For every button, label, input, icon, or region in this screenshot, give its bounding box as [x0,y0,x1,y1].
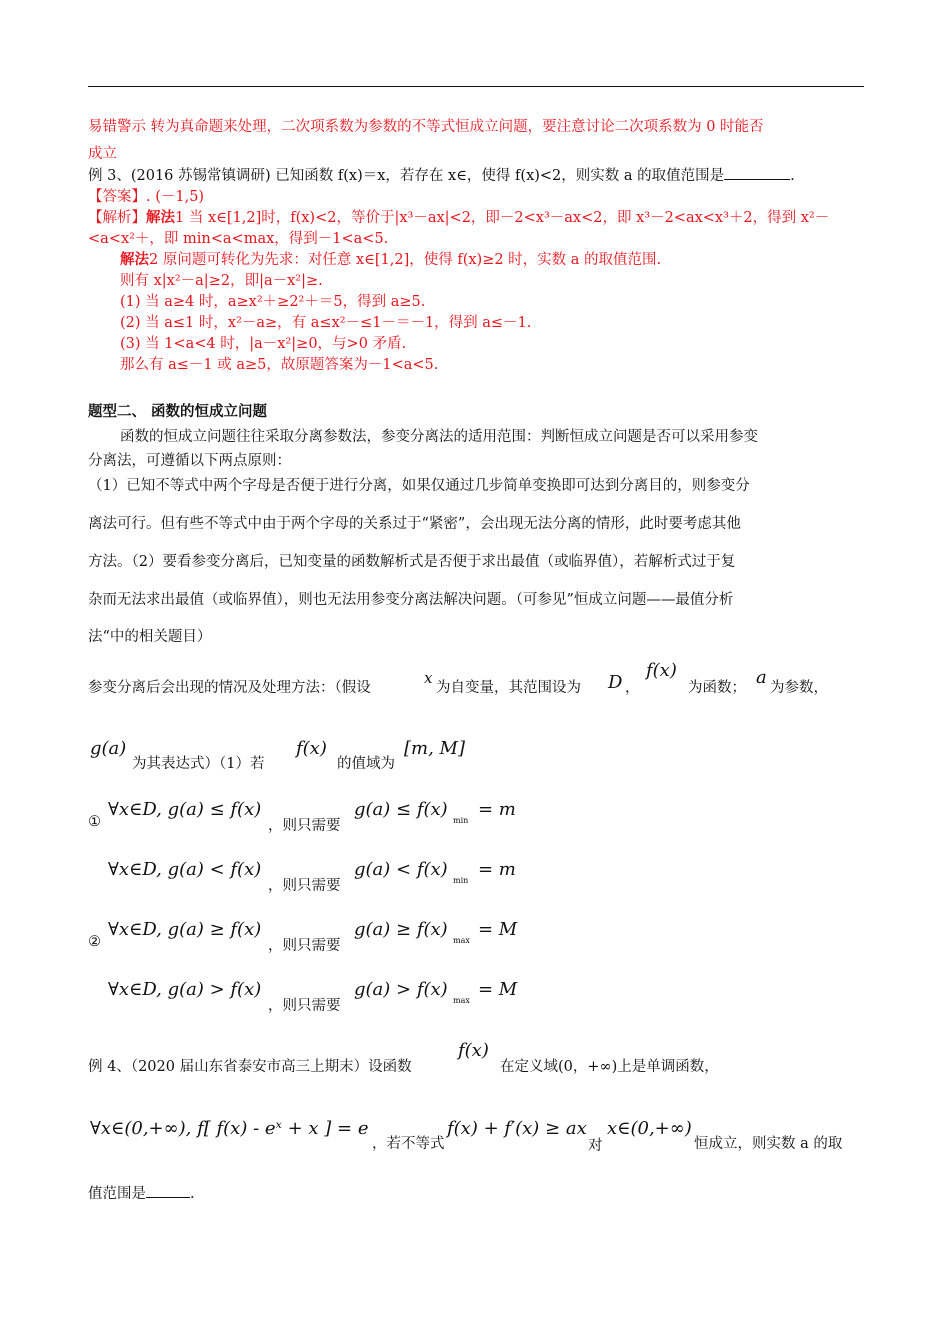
example3-method2-line1 [120,250,900,270]
intro-var-a: a [756,667,767,688]
example3-method1-line1 [88,208,868,228]
example4-line3 [88,1182,195,1203]
example3-case1: (1) 当 a≥4 时，a≥x²＋≥2²＋＝5，得到 a≥5. [120,294,426,310]
example3-question-text: 例 3、(2016 苏锡常镇调研) 已知函数 f(x)＝x，若存在 x∈，使得 f(x)<2，则实数 a 的取值范围是 [88,168,725,184]
example3-case3: (3) 当 1<a<4 时，|a－x²|≥0，与>0 矛盾. [120,336,407,352]
ga-symbol: g(a) [90,738,127,759]
condition-1: ∀x∈D, g(a) ≤ f(x) [108,799,262,820]
result-1: g(a) ≤ f(x) [354,799,448,820]
example4-domain: x∈(0,+∞) [607,1118,692,1139]
intro-text-b: 为自变量，其范围设为 [436,680,581,696]
example4-line1-a: 例 4、（2020 届山东省泰安市高三上期末）设函数 [88,1059,412,1075]
section2-title: 题型二、 函数的恒成立问题 [88,403,268,420]
example3-method2-line2: 则有 x|x²－a|≥2，即|a－x²|≥. [120,273,323,289]
method2-label: 解法 [120,251,149,268]
example4-answer-blank [146,1197,190,1198]
section2-para2-line4: 杂而无法求出最值（或临界值），则也无法用参变分离法解决问题。（可参见”恒成立问题——最值分析 [88,592,734,608]
example3-conclusion: 那么有 a≤－1 或 a≥5，故原题答案为－1<a<5. [120,357,439,373]
example3-method1-line2: <a<x²＋，即 min<a<max，得到－1<a<5. [88,231,389,247]
section2-para1-line1: 函数的恒成立问题往往采取分离参数法，参变分离法的适用范围：判断恒成立问题是否可以采用参变 [120,429,758,445]
intro-fx: f(x) [646,660,677,681]
eq-M-1: = M [478,919,518,940]
example3-case2: (2) 当 a≤1 时，x²－a≥，有 a≤x²－≤1－＝－1，得到 a≤－1. [120,315,532,331]
eq-m-2: = m [478,859,516,880]
intro-var-D: D [608,672,623,693]
method1-label: 解法 [146,209,175,226]
method2-text: 2 原问题可转化为先求：对任意 x∈[1,2]，使得 f(x)≥2 时，实数 a 的取值范围. [149,252,662,268]
section2-para1-line2: 分离法，可遵循以下两点原则： [88,453,291,469]
example4-mid2: 对 [588,1138,603,1154]
warning-line-1: 易错警示 转为真命题来处理，二次项系数为参数的不等式恒成立问题，要注意讨论二次项系数为 0 时能否 [88,119,764,135]
condition-4: ∀x∈D, g(a) > f(x) [108,979,262,1000]
analysis-label: 【解析】 [88,210,146,226]
header-rule [88,86,864,87]
example3-answer: 【答案】. (－1,5) [88,189,205,205]
min-1: min [453,816,469,825]
intro-var-x: x [424,669,433,687]
example3-question-end: . [790,168,795,184]
max-1: max [453,936,470,945]
result-3: g(a) ≥ f(x) [354,919,448,940]
min-2: min [453,876,469,885]
answer-blank [724,179,790,180]
range-interval: [m, M] [404,738,465,759]
range-text: 的值域为 [337,756,395,772]
intro-text-e: 为参数， [770,680,828,696]
intro-text-d: 为函数； [688,680,746,696]
circle-2: ② [88,934,101,950]
intro-text-a: 参变分离后会出现的情况及处理方法：（假设 [88,680,371,696]
example4-fx: f(x) [458,1040,489,1061]
example4-line3-text: 值范围是 [88,1186,146,1202]
section2-para2-line2: 离法可行。但有些不等式中由于两个字母的关系过于“紧密”，会出现无法分离的情形，此时要考虑其他 [88,516,741,532]
section2-para2-line1: （1）已知不等式中两个字母是否便于进行分离，如果仅通过几步简单变换即可达到分离目的，则参变分 [88,478,750,494]
warning-line-2: 成立 [88,146,117,162]
only-need-2: ，则只需要 [268,878,341,894]
eq-m-1: = m [478,799,516,820]
ga-text: 为其表达式）（1）若 [132,756,265,772]
range-fx: f(x) [296,738,327,759]
result-2: g(a) < f(x) [354,859,448,880]
example4-tail: 恒成立，则实数 a 的取 [694,1136,843,1152]
example4-condition: ∀x∈(0,+∞), f[ f(x) - eˣ + x ] = e [90,1118,369,1139]
example4-inequality: f(x) + f′(x) ≥ ax [447,1118,587,1139]
condition-3: ∀x∈D, g(a) ≥ f(x) [108,919,262,940]
only-need-3: ，则只需要 [268,938,341,954]
section2-para2-line5: 法“中的相关题目） [88,629,212,645]
example4-line3-end: . [190,1186,195,1202]
section2-para2-line3: 方法。（2）要看参变分离后，已知变量的函数解析式是否便于求出最值（或临界值），若解析式过于复 [88,554,736,570]
eq-M-2: = M [478,979,518,1000]
condition-2: ∀x∈D, g(a) < f(x) [108,859,262,880]
intro-text-c: ， [625,680,640,696]
example4-line1-b: 在定义域(0，+∞)上是单调函数， [500,1059,719,1075]
example3-question [88,166,868,186]
only-need-1: ，则只需要 [268,818,341,834]
method1-text: 1 当 x∈[1,2]时，f(x)<2，等价于|x³－ax|<2，即－2<x³－ax<2，即 x³－2<ax<x³＋2，得到 x²－ [175,210,830,226]
max-2: max [453,996,470,1005]
example4-mid1: ，若不等式 [372,1136,445,1152]
circle-1: ① [88,814,101,830]
only-need-4: ，则只需要 [268,998,341,1014]
result-4: g(a) > f(x) [354,979,448,1000]
